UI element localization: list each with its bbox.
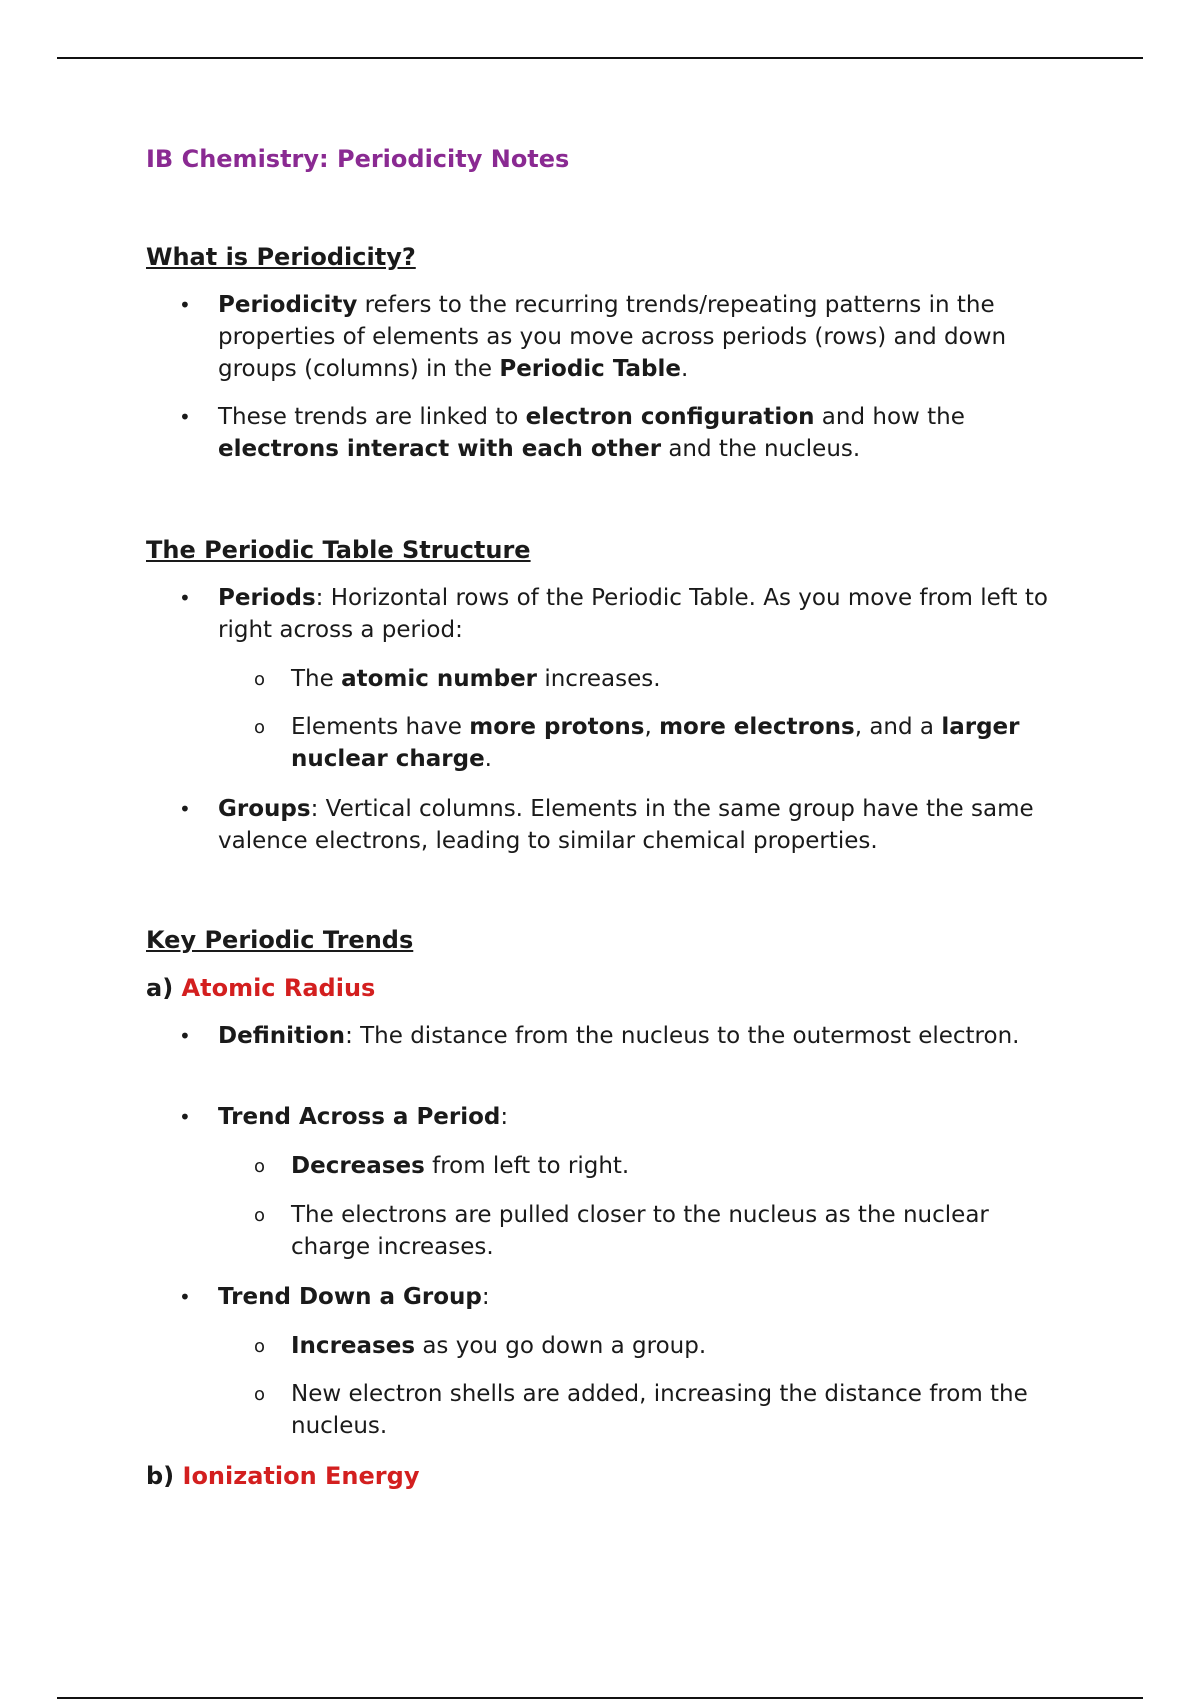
sub-bullet-marker: o [254,1156,266,1177]
document-title: IB Chemistry: Periodicity Notes [146,145,570,173]
bold-term: Periods [218,585,316,611]
bullet-marker: • [179,1285,191,1309]
top-rule [57,57,1143,59]
list-item [179,1281,1068,1313]
text: . [484,746,492,772]
text: and how the [814,404,965,430]
list-item [179,289,1068,385]
list-item [179,401,1068,465]
sub-bullet-marker: o [254,717,266,738]
bold-term: Decreases [291,1153,425,1179]
subheading-ionization-energy [146,1460,419,1492]
bold-term: larger nuclear charge [291,714,1020,772]
text: . [681,356,689,382]
subheading-label: Ionization Energy [182,1462,420,1490]
subheading-label: Atomic Radius [181,974,376,1002]
text: : [500,1104,509,1130]
bullet-marker: • [179,293,191,317]
bold-term: Trend Down a Group [218,1284,482,1310]
section-heading-periodic-table-structure: The Periodic Table Structure [146,536,531,564]
bold-term: more protons [469,714,645,740]
sub-bullet-marker: o [254,1205,266,1226]
bold-term: electron configuration [525,404,815,430]
sub-list-item [254,1378,1071,1442]
text: Elements have [291,714,470,740]
bold-term: Periodicity [218,292,358,318]
subheading-atomic-radius [146,972,375,1004]
bold-term: electrons interact with each other [218,436,662,462]
text: as you go down a group. [415,1333,707,1359]
text: The [291,666,342,692]
list-item [179,793,1068,857]
bullet-marker: • [179,586,191,610]
text: These trends are linked to [218,404,526,430]
bottom-rule [57,1697,1143,1699]
sub-list-item [254,663,1071,695]
subheading-prefix: b) [146,1462,183,1490]
bullet-marker: • [179,1105,191,1129]
sub-list-item [254,711,1071,775]
bullet-marker: • [179,1024,191,1048]
text: : [481,1284,490,1310]
sub-list-item [254,1330,1071,1362]
sub-bullet-marker: o [254,1384,266,1405]
text: increases. [537,666,661,692]
bullet-marker: • [179,797,191,821]
text: , and a [854,714,942,740]
subheading-prefix: a) [146,974,182,1002]
bold-term: Groups [218,796,311,822]
bold-term: Trend Across a Period [218,1104,501,1130]
text: : Horizontal rows of the Periodic Table. As you move from left to right across a period: [218,585,1048,643]
text: refers to the recurring trends/repeating patterns in the properties of elements as you move across periods (rows) and down groups (columns) in the [218,292,1007,382]
text: : The distance from the nucleus to the outermost electron. [345,1023,1020,1049]
bold-term: Increases [291,1333,416,1359]
list-item [179,1020,1068,1052]
bold-term: more electrons [659,714,855,740]
section-heading-what-is-periodicity: What is Periodicity? [146,243,416,271]
text: : Vertical columns. Elements in the same group have the same valence electrons, leading to similar chemical properties. [218,796,1034,854]
list-item [179,582,1068,646]
sub-bullet-marker: o [254,1336,266,1357]
bold-term: Definition [218,1023,346,1049]
text: , [644,714,660,740]
bold-term: atomic number [341,666,538,692]
text: New electron shells are added, increasing the distance from the nucleus. [291,1381,1028,1439]
text: The electrons are pulled closer to the nucleus as the nuclear charge increases. [291,1202,989,1260]
text: from left to right. [424,1153,630,1179]
sub-list-item [254,1199,1071,1263]
list-item [179,1101,1068,1133]
bold-term: Periodic Table [499,356,682,382]
bullet-marker: • [179,405,191,429]
sub-list-item [254,1150,1071,1182]
sub-bullet-marker: o [254,669,266,690]
section-heading-key-periodic-trends: Key Periodic Trends [146,926,414,954]
text: and the nucleus. [661,436,861,462]
